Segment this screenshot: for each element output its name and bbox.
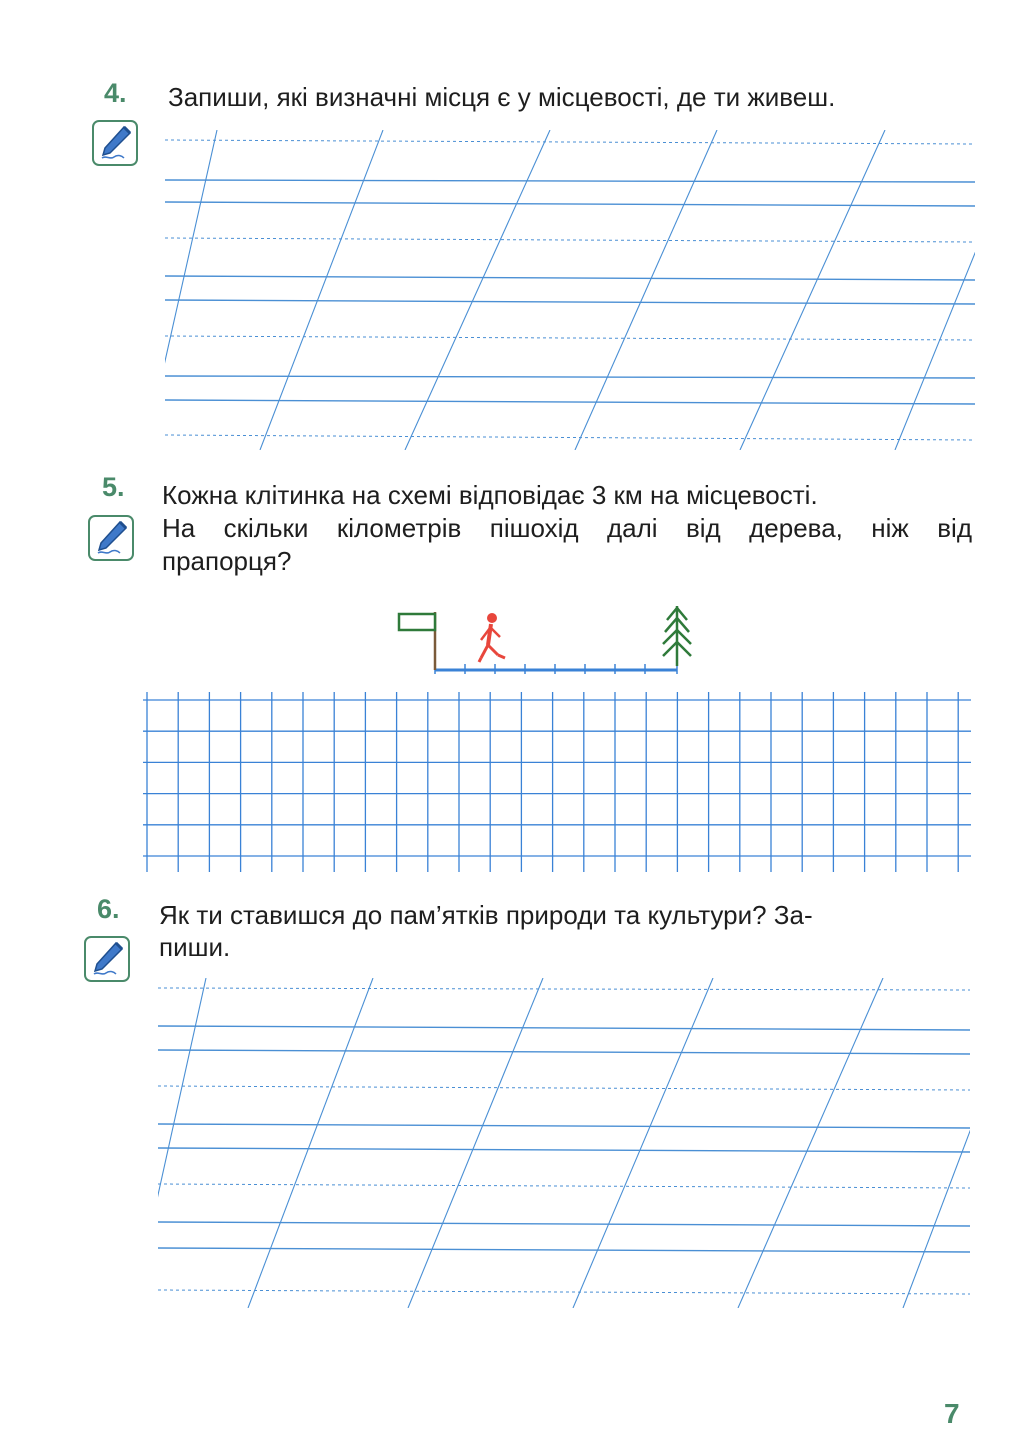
task-5-line-2: На скільки кілометрів пішохід далі від дерева, ніж від	[162, 513, 972, 543]
writing-lines-task-6[interactable]	[158, 978, 970, 1308]
task-6-line-1: Як ти ставишся до пам’ятків природи та культури? За-	[159, 900, 813, 930]
pencil-write-icon	[88, 515, 134, 561]
pedestrian-icon	[479, 613, 505, 662]
task-5-line-3: прапорця?	[162, 546, 292, 576]
pencil-write-icon	[84, 936, 130, 982]
task-5-line-1: Кожна клітинка на схемі відповідає 3 км на місцевості.	[162, 480, 818, 510]
task-4-number: 4.	[104, 78, 127, 108]
task-5-number: 5.	[102, 472, 125, 502]
distance-scheme	[395, 600, 695, 680]
squared-grid[interactable]	[143, 692, 971, 872]
task-6-line-2: пиши.	[159, 932, 231, 962]
task-6-number: 6.	[97, 894, 120, 924]
writing-lines-task-4[interactable]	[165, 130, 975, 450]
tree-icon	[663, 606, 691, 666]
page-number: 7	[944, 1398, 960, 1429]
flag-icon	[399, 612, 435, 670]
pencil-write-icon	[92, 120, 138, 166]
task-4-text: Запиши, які визначні місця є у місцевості, де ти живеш.	[168, 82, 836, 112]
